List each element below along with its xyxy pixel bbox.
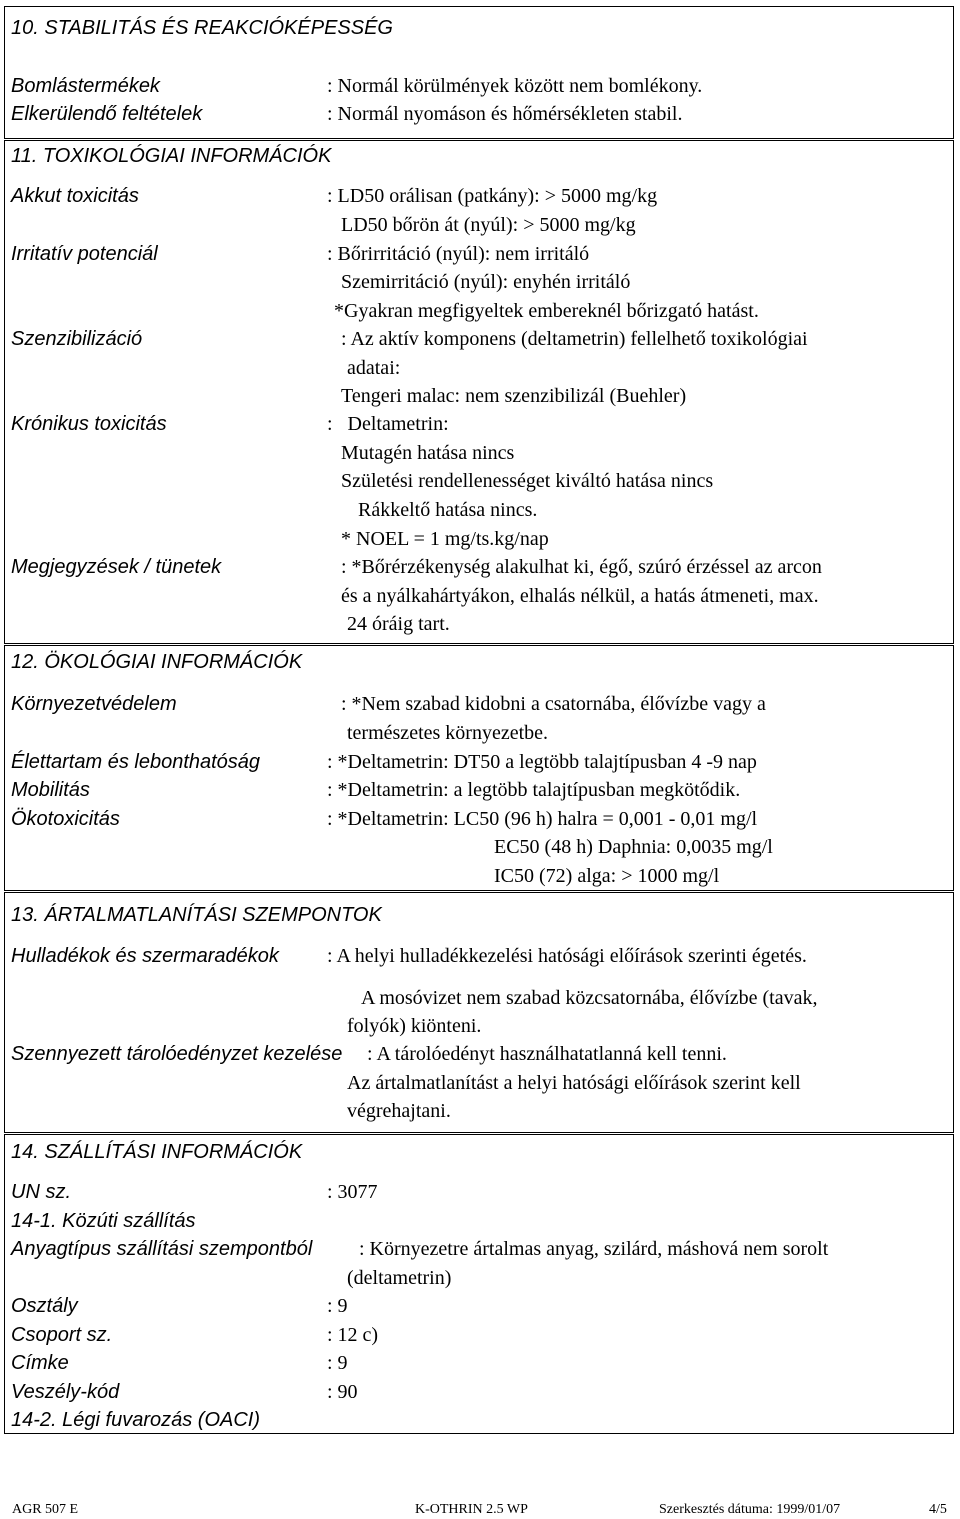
value-hulladekok-1: : A helyi hulladékkezelési hatósági előírások szerinti égetés. <box>327 945 807 967</box>
section-14-title: 14. SZÁLLÍTÁSI INFORMÁCIÓK <box>11 1141 303 1163</box>
value-okotoxicitas-1: : *Deltametrin: LC50 (96 h) halra = 0,001 - 0,01 mg/l <box>327 808 758 830</box>
label-kronikus: Krónikus toxicitás <box>11 413 167 435</box>
label-elkerulendo: Elkerülendő feltételek <box>11 103 203 125</box>
value-okotoxicitas-2: EC50 (48 h) Daphnia: 0,0035 mg/l <box>494 836 773 858</box>
value-szennyezett-3: végrehajtani. <box>347 1100 451 1122</box>
value-un-sz: : 3077 <box>327 1181 378 1203</box>
value-hulladekok-3: folyók) kiönteni. <box>347 1015 482 1037</box>
value-hulladekok-2: A mosóvizet nem szabad közcsatornába, élővízbe (tavak, <box>361 987 818 1009</box>
footer-date: Szerkesztés dátuma: 1999/01/07 <box>659 1502 841 1517</box>
section-12-title: 12. ÖKOLÓGIAI INFORMÁCIÓK <box>11 651 303 673</box>
footer-code: AGR 507 E <box>12 1502 79 1517</box>
value-szenzibilizacio-3: Tengeri malac: nem szenzibilizál (Buehler) <box>341 385 687 407</box>
value-anyagtipus-1: : Környezetre ártalmas anyag, szilárd, máshová nem sorolt <box>359 1238 829 1260</box>
value-kornyezetvedelem-1: : *Nem szabad kidobni a csatornába, élővízbe vagy a <box>341 693 766 715</box>
value-irritativ-3: *Gyakran megfigyeltek embereknél bőrizgató hatást. <box>334 300 759 322</box>
value-szenzibilizacio-2: adatai: <box>347 357 401 379</box>
label-szennyezett: Szennyezett tárolóedényzet kezelése <box>11 1043 343 1065</box>
value-irritativ-2: Szemirritáció (nyúl): enyhén irritáló <box>341 271 631 293</box>
section-11-title: 11. TOXIKOLÓGIAI INFORMÁCIÓK <box>11 145 332 167</box>
label-okotoxicitas: Ökotoxicitás <box>11 808 120 830</box>
label-osztaly: Osztály <box>11 1295 78 1317</box>
value-elkerulendo: : Normál nyomáson és hőmérsékleten stabil. <box>327 103 683 125</box>
value-irritativ-1: : Bőrirritáció (nyúl): nem irritáló <box>327 243 590 265</box>
value-veszely-kod: : 90 <box>327 1381 358 1403</box>
value-elettartam: : *Deltametrin: DT50 a legtöbb talajtípusban 4 -9 nap <box>327 751 757 773</box>
value-kronikus-5: * NOEL = 1 mg/ts.kg/nap <box>341 528 549 550</box>
label-hulladekok: Hulladékok és szermaradékok <box>11 945 279 967</box>
value-szennyezett-1: : A tárolóedényt használhatatlanná kell tenni. <box>367 1043 727 1065</box>
section-13-title: 13. ÁRTALMATLANÍTÁSI SZEMPONTOK <box>11 904 382 926</box>
label-bomlastermekek: Bomlástermékek <box>11 75 160 97</box>
label-akut-toxicitas: Akkut toxicitás <box>11 185 139 207</box>
value-osztaly: : 9 <box>327 1295 348 1317</box>
label-veszely-kod: Veszély-kód <box>11 1381 120 1403</box>
section-14-frame <box>4 1134 954 1434</box>
value-kronikus-2: Mutagén hatása nincs <box>341 442 515 464</box>
subsection-legi: 14-2. Légi fuvarozás (OACI) <box>11 1409 260 1431</box>
value-megjegyzesek-1: : *Bőrérzékenység alakulhat ki, égő, szúró érzéssel az arcon <box>341 556 822 578</box>
value-kronikus-3: Születési rendellenességet kiváltó hatása nincs <box>341 470 714 492</box>
footer-product: K-OTHRIN 2.5 WP <box>415 1502 528 1517</box>
value-akut-1: : LD50 orálisan (patkány): > 5000 mg/kg <box>327 185 658 207</box>
label-cimke: Címke <box>11 1352 69 1374</box>
value-kornyezetvedelem-2: természetes környezetbe. <box>347 722 549 744</box>
value-akut-2: LD50 bőrön át (nyúl): > 5000 mg/kg <box>341 214 636 236</box>
value-bomlastermekek: : Normál körülmények között nem bomlékony. <box>327 75 703 97</box>
label-anyagtipus: Anyagtípus szállítási szempontból <box>11 1238 313 1260</box>
value-szenzibilizacio-1: : Az aktív komponens (deltametrin) fellelhető toxikológiai <box>341 328 808 350</box>
label-irritativ: Irritatív potenciál <box>11 243 158 265</box>
value-okotoxicitas-3: IC50 (72) alga: > 1000 mg/l <box>494 865 720 887</box>
value-cimke: : 9 <box>327 1352 348 1374</box>
value-anyagtipus-2: (deltametrin) <box>347 1267 452 1289</box>
section-10-title: 10. STABILITÁS ÉS REAKCIÓKÉPESSÉG <box>11 17 393 39</box>
label-csoport: Csoport sz. <box>11 1324 113 1346</box>
value-kronikus-1: : Deltametrin: <box>327 413 449 435</box>
value-megjegyzesek-3: 24 óráig tart. <box>347 613 450 635</box>
value-csoport: : 12 c) <box>327 1324 379 1346</box>
label-elettartam: Élettartam és lebonthatóság <box>11 751 261 773</box>
label-kornyezetvedelem: Környezetvédelem <box>11 693 177 715</box>
value-szennyezett-2: Az ártalmatlanítást a helyi hatósági előírások szerint kell <box>347 1072 801 1094</box>
value-kronikus-4: Rákkeltő hatása nincs. <box>358 499 538 521</box>
label-megjegyzesek: Megjegyzések / tünetek <box>11 556 222 578</box>
value-mobilitas: : *Deltametrin: a legtöbb talajtípusban megkötődik. <box>327 779 741 801</box>
label-mobilitas: Mobilitás <box>11 779 90 801</box>
label-un-sz: UN sz. <box>11 1181 71 1203</box>
footer-page-number: 4/5 <box>929 1502 947 1517</box>
label-szenzibilizacio: Szenzibilizáció <box>11 328 143 350</box>
section-13-frame <box>4 892 954 1133</box>
value-megjegyzesek-2: és a nyálkahártyákon, elhalás nélkül, a hatás átmeneti, max. <box>341 585 819 607</box>
subsection-kozuti: 14-1. Közúti szállítás <box>11 1210 196 1232</box>
